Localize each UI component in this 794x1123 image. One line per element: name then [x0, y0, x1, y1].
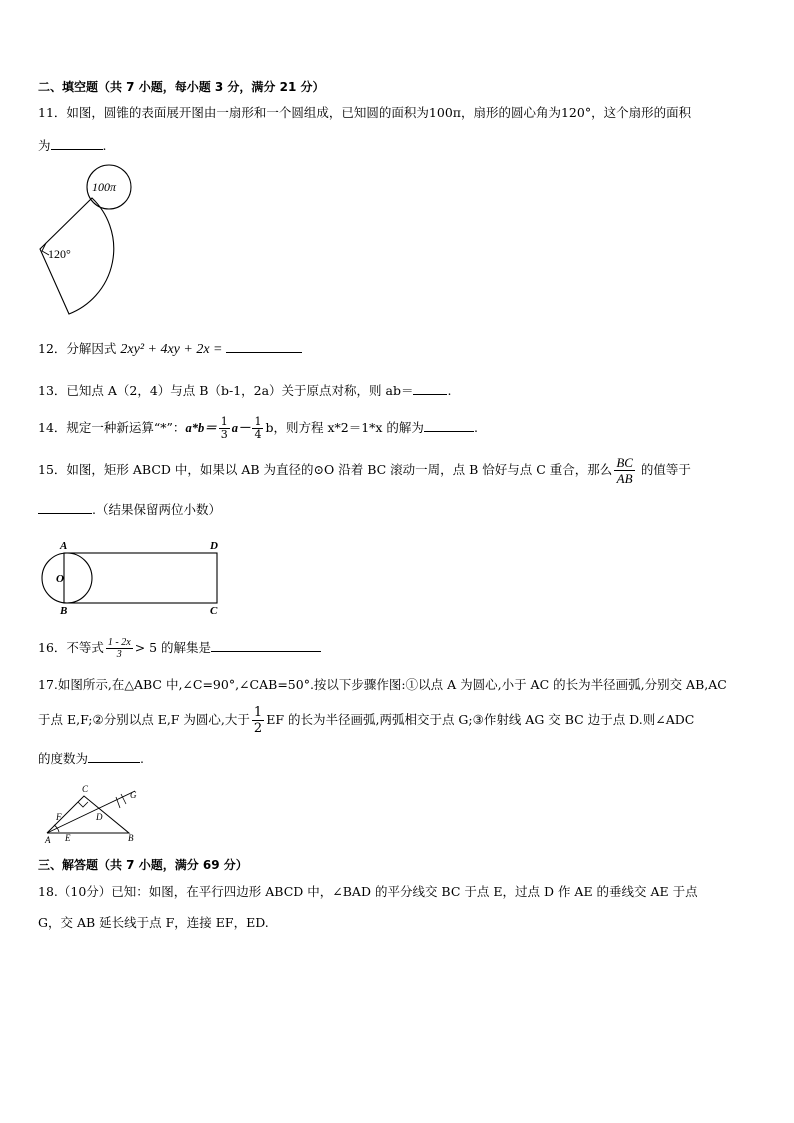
- question-15-line1: [38, 453, 691, 487]
- question-18-line2: G，交 AB 延长线于点 F，连接 EF，ED.: [38, 915, 269, 930]
- question-17-line3-text: 的度数为: [38, 751, 89, 766]
- circle-o: [42, 553, 92, 603]
- question-12: [38, 338, 302, 359]
- question-17-period: .: [140, 751, 144, 766]
- rectangle-abcd: [64, 553, 217, 603]
- fraction-denominator: 4: [254, 428, 262, 441]
- question-15-line2: [38, 499, 221, 519]
- question-12-expression: 2xy² + 4xy + 2x =: [120, 342, 226, 357]
- fraction-bc-over-ab: [614, 455, 635, 486]
- question-11-period: .: [102, 138, 107, 153]
- cone-net-figure: [36, 166, 136, 318]
- question-15-note: .（结果保留两位小数）: [92, 502, 221, 517]
- triangle-construction-figure: [40, 782, 150, 846]
- question-17-line2-a: 于点 E,F;②分别以点 E,F 为圆心,大于: [38, 712, 250, 727]
- question-14-mid: a－: [231, 421, 251, 435]
- question-16-prefix: 16．不等式: [38, 640, 104, 655]
- fraction-denominator: 2: [253, 721, 263, 736]
- answer-blank-16[interactable]: [211, 637, 321, 652]
- question-13-text: 13．已知点 A（2，4）与点 B（b-1，2a）关于原点对称，则 ab＝: [38, 383, 414, 398]
- label-c: C: [82, 784, 89, 794]
- fraction-denominator: AB: [616, 471, 633, 486]
- answer-blank-13[interactable]: [413, 380, 447, 395]
- fraction-numerator: 1: [254, 415, 262, 428]
- fraction-inequality: [106, 637, 133, 660]
- fraction-one-half: [252, 705, 264, 736]
- fraction-numerator: 1: [253, 705, 263, 720]
- question-14: [38, 413, 478, 443]
- question-13-period: .: [447, 383, 452, 398]
- fraction-numerator: 1: [220, 415, 228, 428]
- label-b: B: [128, 833, 134, 843]
- answer-blank-17[interactable]: [88, 748, 140, 763]
- question-11-prefix: 为: [38, 138, 51, 153]
- question-11-line2: [38, 135, 107, 155]
- label-d: D: [96, 812, 103, 822]
- answer-blank-12[interactable]: [226, 338, 302, 353]
- label-d: D: [210, 540, 218, 552]
- fraction-numerator: 1 - 2x: [107, 637, 131, 648]
- question-17-line3: [38, 748, 144, 768]
- question-14-period: .: [473, 420, 478, 435]
- fraction-one-fourth: [252, 416, 263, 441]
- rectangle-circle-figure: [40, 536, 230, 616]
- question-14-expr-a: a*b＝: [185, 421, 217, 435]
- label-a: A: [60, 540, 68, 552]
- answer-blank-14[interactable]: [424, 417, 474, 432]
- circle-area-label: 100π: [92, 180, 117, 194]
- right-angle-mark: [78, 802, 88, 807]
- question-11-line1: 11．如图，圆锥的表面展开图由一扇形和一个圆组成，已知圆的面积为100π，扇形的圆心角为120°，这个扇形的面积: [38, 105, 692, 120]
- question-17-line1: 17.如图所示,在△ABC 中,∠C=90°,∠CAB=50°.按以下步骤作图:①以点 A 为圆心,小于 AC 的长为半径画弧,分别交 AB,AC: [38, 677, 727, 692]
- label-f: F: [56, 812, 62, 822]
- label-o: O: [56, 573, 64, 585]
- label-b: B: [60, 605, 68, 617]
- question-18-line1: 18.（10分）已知：如图，在平行四边形 ABCD 中，∠BAD 的平分线交 BC 于点 E，过点 D 作 AE 的垂线交 AE 于点: [38, 884, 698, 899]
- question-13: [38, 380, 451, 400]
- question-16-suffix: > 5 的解集是: [134, 640, 212, 655]
- fraction-denominator: 3: [220, 428, 228, 441]
- label-a: A: [45, 835, 51, 845]
- question-17-line2: [38, 703, 694, 737]
- fraction-denominator: 3: [116, 649, 122, 660]
- label-e: E: [65, 833, 71, 843]
- label-g: G: [130, 790, 137, 800]
- question-17-line2-b: EF 的长为半径画弧,两弧相交于点 G;③作射线 AG 交 BC 边于点 D.则∠ADC: [266, 712, 695, 727]
- question-15-text-end: 的值等于: [636, 462, 691, 477]
- question-14-tail: b，则方程 x*2＝1*x 的解为: [265, 420, 424, 435]
- section-heading-answer: 三、解答题（共 7 小题，满分 69 分）: [38, 858, 248, 872]
- label-c: C: [210, 605, 218, 617]
- question-15-text: 15．如图，矩形 ABCD 中，如果以 AB 为直径的⊙O 沿着 BC 滚动一周，点 B 恰好与点 C 重合，那么: [38, 462, 613, 477]
- fraction-numerator: BC: [616, 455, 633, 470]
- section-heading-fill-in: 二、填空题（共 7 小题，每小题 3 分，满分 21 分）: [38, 80, 325, 94]
- question-12-prefix: 12．分解因式: [38, 341, 117, 356]
- question-16: [38, 634, 321, 662]
- answer-blank-15[interactable]: [38, 499, 92, 514]
- answer-blank-11[interactable]: [51, 135, 103, 150]
- fraction-one-third: [219, 416, 230, 441]
- sector-angle-label: 120°: [48, 247, 71, 261]
- question-14-prefix: 14．规定一种新运算“*”：: [38, 420, 186, 435]
